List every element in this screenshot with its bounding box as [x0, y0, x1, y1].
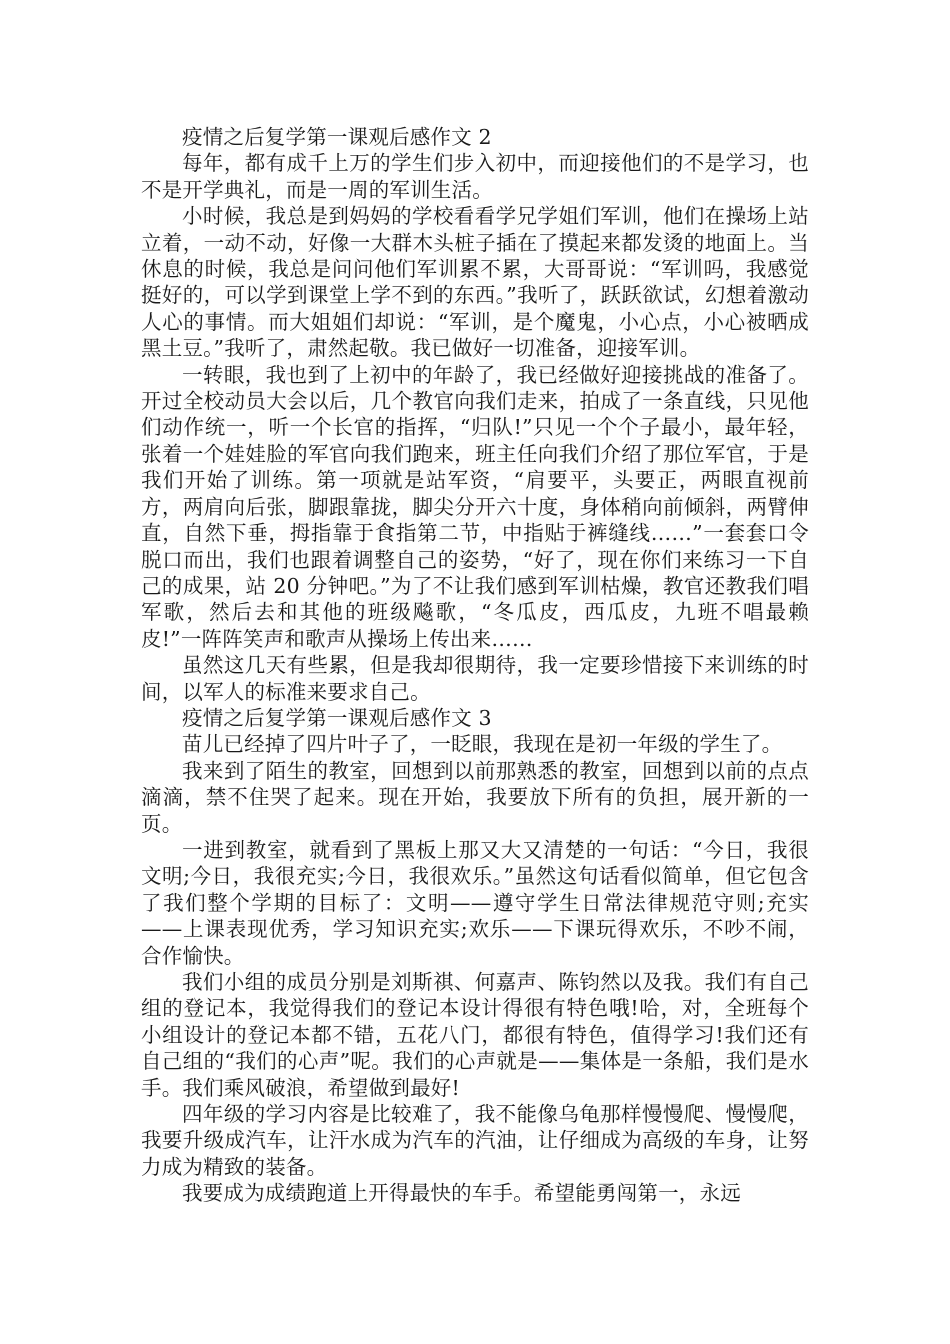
paragraph: 我们小组的成员分别是刘斯祺、何嘉声、陈钧然以及我。我们有自己组的登记本，我觉得我们的登记本设计得很有特色哦!哈，对，全班每个小组设计的登记本都不错，五花八门，都很有特色，值得学习!我们还有自己组的“我们的心声”呢。我们的心声就是——集体是一条船，我们是水手。我们乘风破浪，希望做到最好! [141, 970, 809, 1100]
paragraph: 每年，都有成千上万的学生们步入初中，而迎接他们的不是学习，也不是开学典礼，而是一周的军训生活。 [141, 151, 809, 202]
paragraph: 四年级的学习内容是比较难了，我不能像乌龟那样慢慢爬、慢慢爬，我要升级成汽车，让汗水成为汽车的汽油，让仔细成为高级的车身，让努力成为精致的装备。 [141, 1102, 809, 1179]
paragraph: 虽然这几天有些累，但是我却很期待，我一定要珍惜接下来训练的时间，以军人的标准来要求自己。 [141, 653, 809, 704]
essay-heading-2: 疫情之后复学第一课观后感作文 2 [182, 125, 492, 149]
document-body [141, 124, 809, 1207]
paragraph: 一进到教室，就看到了黑板上那又大又清楚的一句话：“今日，我很文明;今日，我很充实;今日，我很欢乐。”虽然这句话看似简单，但它包含了我们整个学期的目标了：文明——遵守学生日常法律规范守则;充实——上课表现优秀，学习知识充实;欢乐——下课玩得欢乐，不吵不闹，合作愉快。 [141, 837, 809, 968]
paragraph: 一转眼，我也到了上初中的年龄了，我已经做好迎接挑战的准备了。开过全校动员大会以后，几个教官向我们走来，拍成了一条直线，只见他们动作统一，听一个长官的指挥，“归队!”只见一个个子最小，最年轻，张着一个娃娃脸的军官向我们跑来，班主任向我们介绍了那位军官，于是我们开始了训练。第一项就是站军资，“肩要平，头要正，两眼直视前方，两肩向后张，脚跟靠拢，脚尖分开六十度，身体稍向前倾斜，两臂伸直，自然下垂，拇指靠于食指第二节，中指贴于裤缝线……”一套套口令脱口而出，我们也跟着调整自己的姿势，“好了，现在你们来练习一下自己的成果，站 20 分钟吧。”为了不让我们感到军训枯燥，教官还教我们唱军歌，然后去和其他的班级飚歌，“冬瓜皮，西瓜皮，九班不唱最赖皮!”一阵阵笑声和歌声从操场上传出来…… [141, 362, 809, 651]
paragraph: 我要成为成绩跑道上开得最快的车手。希望能勇闯第一，永远 [182, 1181, 741, 1206]
paragraph: 我来到了陌生的教室，回想到以前那熟悉的教室，回想到以前的点点滴滴，禁不住哭了起来。现在开始，我要放下所有的负担，展开新的一页。 [141, 758, 809, 836]
paragraph: 苗儿已经掉了四片叶子了，一眨眼，我现在是初一年级的学生了。 [182, 732, 783, 757]
paragraph: 小时候，我总是到妈妈的学校看看学兄学姐们军训，他们在操场上站立着，一动不动，好像一大群木头桩子插在了摸起来都发烫的地面上。当休息的时候，我总是问问他们军训累不累，大哥哥说：“军训吗，我感觉挺好的，可以学到课堂上学不到的东西。”我听了，跃跃欲试，幻想着激动人心的事情。而大姐姐们却说：“军训，是个魔鬼，小心点，小心被晒成黑土豆。”我听了，肃然起敬。我已做好一切准备，迎接军训。 [141, 204, 809, 361]
essay-heading-3: 疫情之后复学第一课观后感作文 3 [182, 705, 492, 730]
